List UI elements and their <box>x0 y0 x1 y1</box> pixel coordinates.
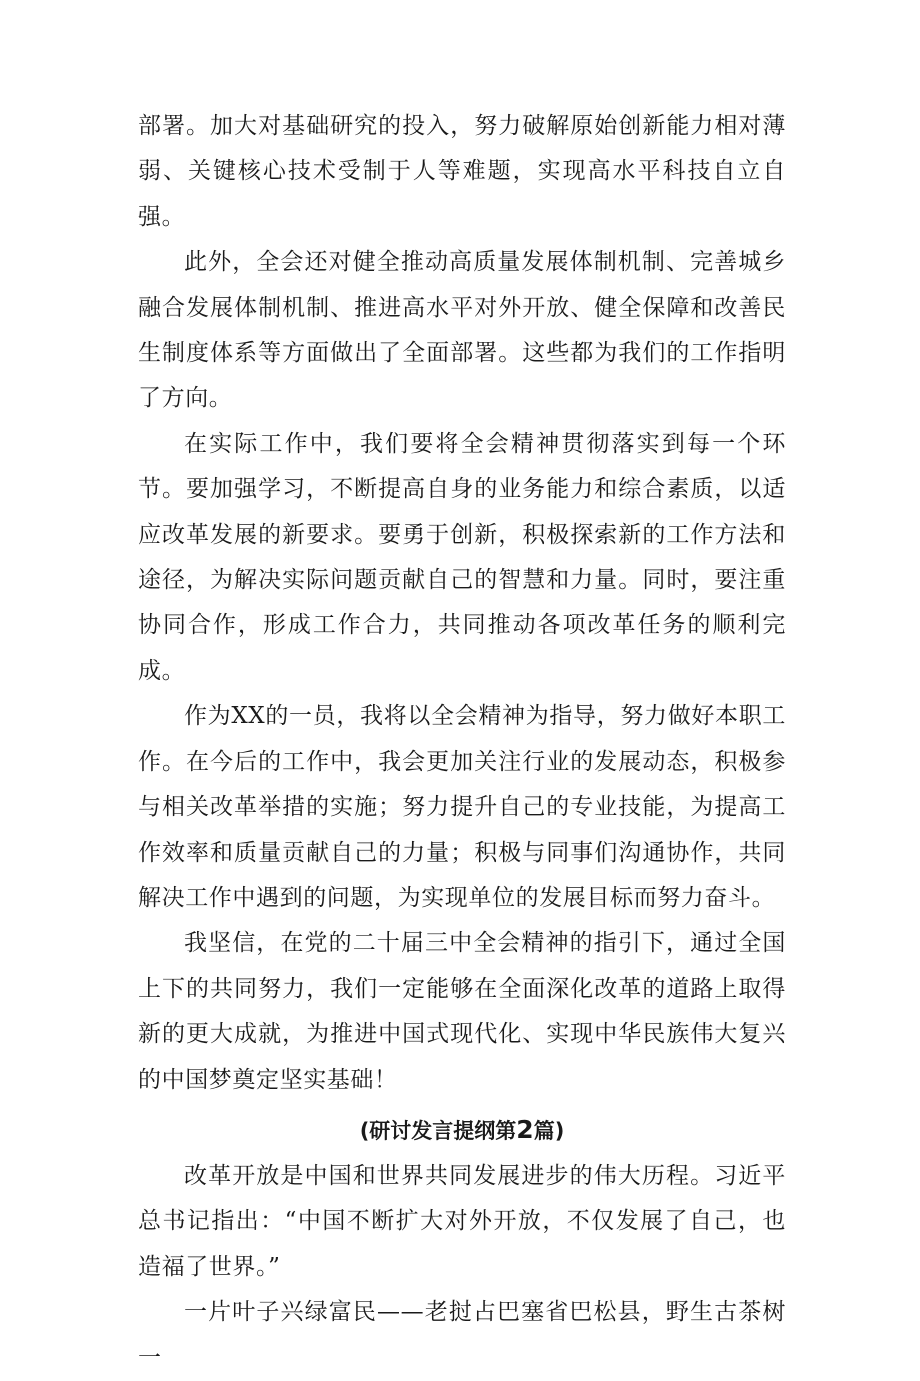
paragraph-3: 在实际工作中，我们要将全会精神贯彻落实到每一个环节。要加强学习，不断提高自身的业务能力和综合素质，以适应改革发展的新要求。要勇于创新，积极探索新的工作方法和途径，为解决实际问题贡献自己的智慧和力量。同时，要注重协同合作，形成工作合力，共同推动各项改革任务的顺利完成。 <box>138 430 786 684</box>
paragraph-2: 此外，全会还对健全推动高质量发展体制机制、完善城乡融合发展体制机制、推进高水平对外开放、健全保障和改善民生制度体系等方面做出了全面部署。这些都为我们的工作指明了方向。 <box>138 249 786 412</box>
paragraph-6: 改革开放是中国和世界共同发展进步的伟大历程。习近平总书记指出：“中国不断扩大对外开放，不仅发展了自己，也造福了世界。” <box>138 1162 786 1280</box>
section-heading <box>138 1103 786 1154</box>
paragraph-5: 我坚信，在党的二十届三中全会精神的指引下，通过全国上下的共同努力，我们一定能够在全面深化改革的道路上取得新的更大成就，为推进中国式现代化、实现中华民族伟大复兴的中国梦奠定坚实基础！ <box>138 930 786 1093</box>
heading-prefix: (研讨发言提纲第 <box>359 1118 517 1143</box>
heading-suffix: 篇) <box>533 1118 565 1143</box>
heading-number: 2 <box>516 1114 534 1144</box>
paragraph-7: 一片叶子兴绿富民——老挝占巴塞省巴松县，野生古茶树一 <box>138 1299 786 1371</box>
paragraph-4: 作为XX的一员，我将以全会精神为指导，努力做好本职工作。在今后的工作中，我会更加关注行业的发展动态，积极参与相关改革举措的实施；努力提升自己的专业技能，为提高工作效率和质量贡献自己的力量；积极与同事们沟通协作，共同解决工作中遇到的问题，为实现单位的发展目标而努力奋斗。 <box>138 703 786 911</box>
paragraph-1: 部署。加大对基础研究的投入，努力破解原始创新能力相对薄弱、关键核心技术受制于人等难题，实现高水平科技自立自强。 <box>138 113 786 230</box>
document-page <box>138 104 786 1381</box>
